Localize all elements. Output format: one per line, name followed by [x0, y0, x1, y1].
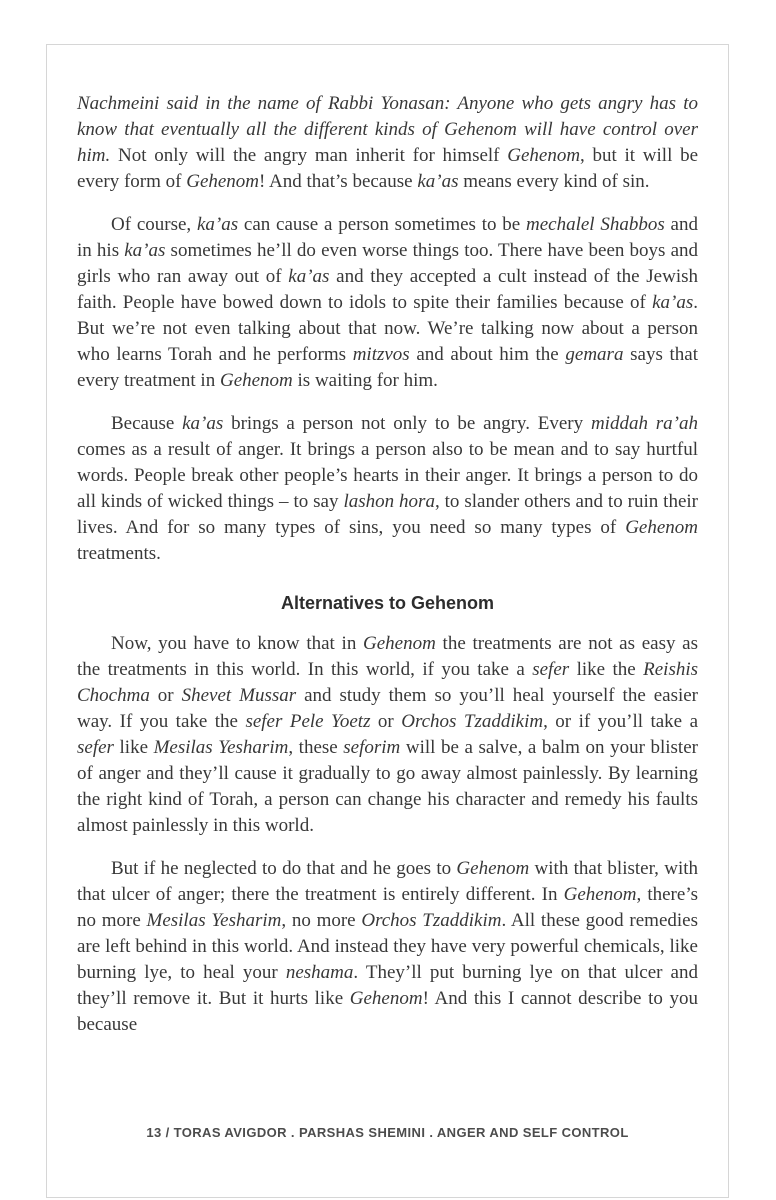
- page-footer: 13 / TORAS AVIGDOR . PARSHAS SHEMINI . ANGER AND SELF CONTROL: [146, 1125, 629, 1140]
- body-paragraph: But if he neglected to do that and he goes to Gehenom with that blister, with that ulcer of anger; there the treatment is entirely different. In Gehenom, there’s no more Mesilas Yesharim, no more Orchos Tzaddikim. All these good remedies are left behind in this world. And instead they have very powerful chemicals, like burning lye, to heal your neshama. They’ll put burning lye on that ulcer and they’ll remove it. But it hurts like Gehenom! And this I cannot describe to you because: [77, 858, 698, 1035]
- body-paragraph: Of course, ka’as can cause a person sometimes to be mechalel Shabbos and in his ka’as sometimes he’ll do even worse things too. There have been boys and girls who ran away out of ka’as and they accepted a cult instead of the Jewish faith. People have bowed down to idols to spite their families because of ka’as. But we’re not even talking about that now. We’re talking now about a person who learns Torah and he performs mitzvos and about him the gemara says that every treatment in Gehenom is waiting for him.: [77, 214, 698, 391]
- document-page: [46, 44, 729, 1198]
- body-paragraph: Because ka’as brings a person not only to be angry. Every middah ra’ah comes as a result of anger. It brings a person also to be mean and to say hurtful words. People break other people’s hearts in their anger. It brings a person to do all kinds of wicked things – to say lashon hora, to slander others and to ruin their lives. And for so many types of sins, you need so many types of Gehenom treatments.: [77, 413, 698, 564]
- section-heading: Alternatives to Gehenom: [280, 593, 495, 613]
- body-paragraph: Now, you have to know that in Gehenom the treatments are not as easy as the treatments in this world. In this world, if you take a sefer like the Reishis Chochma or Shevet Mussar and study them so you’ll heal yourself the easier way. If you take the sefer Pele Yoetz or Orchos Tzaddikim, or if you’ll take a sefer like Mesilas Yesharim, these seforim will be a salve, a balm on your blister of anger and they’ll cause it gradually to go away almost painlessly. By learning the right kind of Torah, a person can change his character and remedy his faults almost painlessly in this world.: [77, 633, 699, 836]
- body-paragraph: Nachmeini said in the name of Rabbi Yonasan: Anyone who gets angry has to know that eventually all the different kinds of Gehenom will have control over him. Not only will the angry man inherit for himself Gehenom, but it will be every form of Gehenom! And that’s because ka’as means every kind of sin.: [77, 93, 699, 192]
- page-body: [77, 91, 698, 1038]
